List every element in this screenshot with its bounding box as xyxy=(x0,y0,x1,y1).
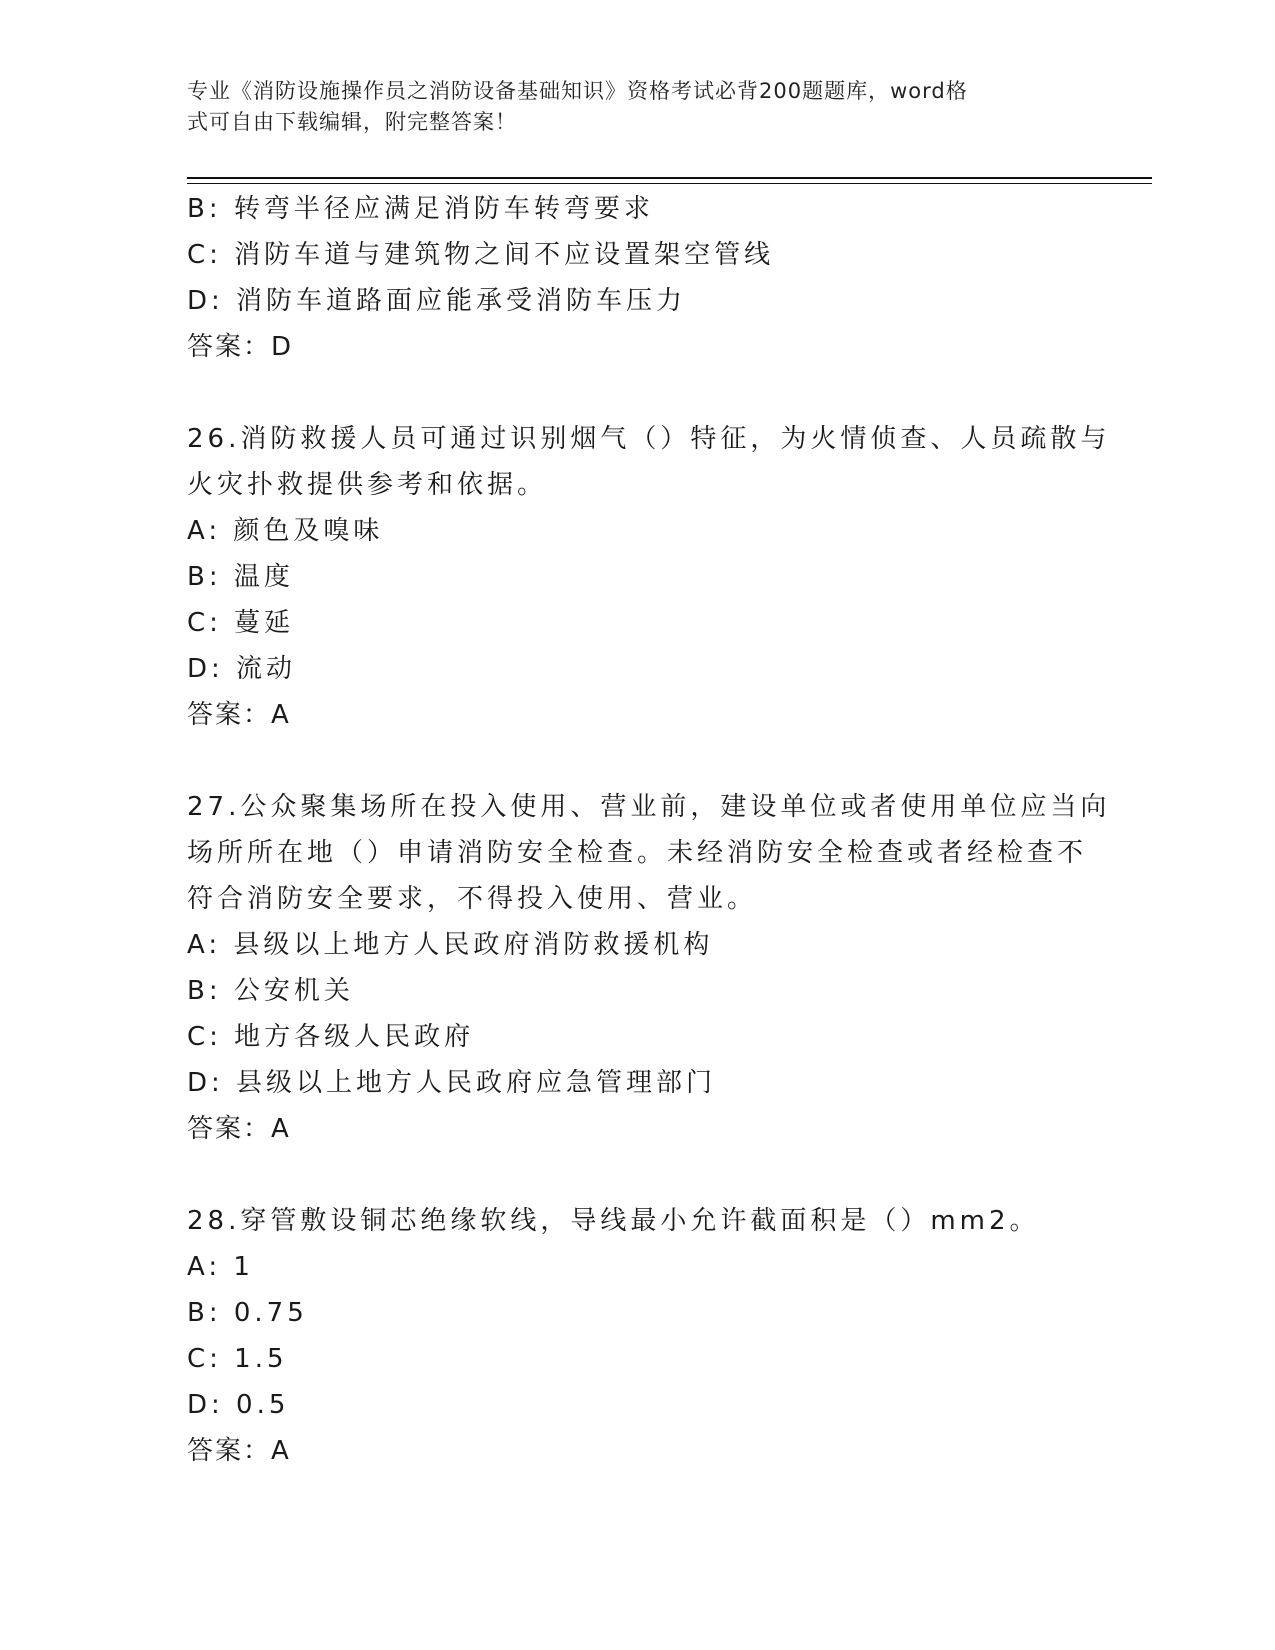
option-d: D: 消防车道路面应能承受消防车压力 xyxy=(187,286,687,316)
option-d: D: 0.5 xyxy=(187,1390,290,1420)
option-a: A: 1 xyxy=(187,1252,254,1282)
question-block-28 xyxy=(187,1198,1087,1474)
option-c: C: 1.5 xyxy=(187,1344,288,1374)
question-text-line: 26.消防救援人员可通过识别烟气（）特征，为火情侦查、人员疏散与 xyxy=(187,424,1111,454)
question-text-line: 27.公众聚集场所在投入使用、营业前，建设单位或者使用单位应当向 xyxy=(187,792,1111,822)
header-divider-thick xyxy=(187,177,1152,179)
answer-line: 答案：A xyxy=(187,1114,291,1144)
question-block-26 xyxy=(187,416,1111,738)
question-text-line: 火灾扑救提供参考和依据。 xyxy=(187,470,548,500)
option-b: B: 转弯半径应满足消防车转弯要求 xyxy=(187,194,654,224)
header-divider-thin xyxy=(187,183,1152,184)
option-a: A: 颜色及嗅味 xyxy=(187,516,384,546)
option-c: C: 蔓延 xyxy=(187,608,295,638)
question-text-line: 符合消防安全要求，不得投入使用、营业。 xyxy=(187,884,758,914)
option-a: A: 县级以上地方人民政府消防救援机构 xyxy=(187,930,714,960)
option-d: D: 县级以上地方人民政府应急管理部门 xyxy=(187,1068,717,1098)
document-header xyxy=(187,76,1067,138)
option-c: C: 地方各级人民政府 xyxy=(187,1022,475,1052)
header-line-1: 专业《消防设施操作员之消防设备基础知识》资格考试必背200题题库，word格 xyxy=(187,79,968,103)
answer-line: 答案：A xyxy=(187,1436,291,1466)
option-d: D: 流动 xyxy=(187,654,297,684)
option-b: B: 0.75 xyxy=(187,1298,308,1328)
option-c: C: 消防车道与建筑物之间不应设置架空管线 xyxy=(187,240,775,270)
question-text-line: 场所所在地（）申请消防安全检查。未经消防安全检查或者经检查不 xyxy=(187,838,1088,868)
question-text-line: 28.穿管敷设铜芯绝缘软线，导线最小允许截面积是（）mm2。 xyxy=(187,1206,1040,1236)
answer-line: 答案：D xyxy=(187,332,294,362)
option-b: B: 公安机关 xyxy=(187,976,354,1006)
document-body xyxy=(187,186,1111,1474)
question-block-25 xyxy=(187,186,1087,370)
header-line-2: 式可自由下载编辑，附完整答案！ xyxy=(187,110,517,134)
option-b: B: 温度 xyxy=(187,562,294,592)
answer-line: 答案：A xyxy=(187,700,291,730)
question-block-27 xyxy=(187,784,1111,1152)
